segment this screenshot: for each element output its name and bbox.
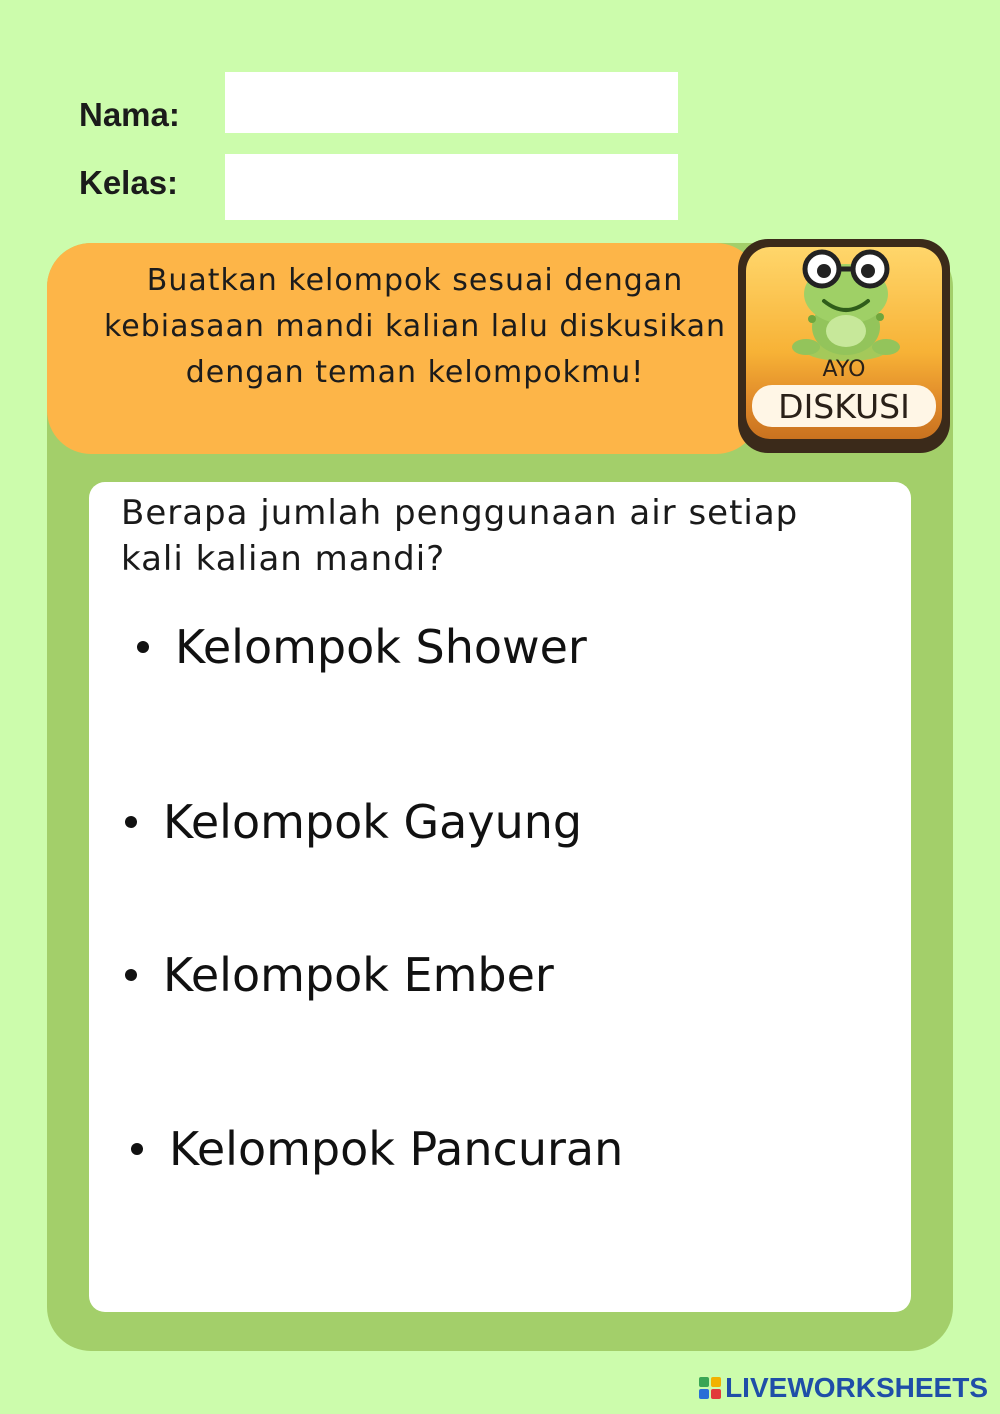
name-input[interactable] (225, 72, 678, 133)
class-label: Kelas: (79, 164, 179, 201)
option-shower[interactable] (137, 620, 587, 674)
logo-square (699, 1377, 709, 1387)
logo-square (699, 1389, 709, 1399)
question-card (89, 482, 911, 1312)
badge-top-text: AYO (822, 357, 866, 382)
question-text: Berapa jumlah penggunaan air setiap kali kalian mandi? (121, 493, 799, 579)
bullet-icon (125, 816, 137, 828)
bullet-icon (125, 969, 137, 981)
logo-square (711, 1377, 721, 1387)
instruction-text: Buatkan kelompok sesuai dengan kebiasaan mandi kalian lalu diskusikan dengan teman kelompokmu! (103, 263, 727, 390)
option-label: Kelompok Shower (175, 620, 587, 674)
ayo-diskusi-badge (738, 239, 950, 453)
logo-square (711, 1389, 721, 1399)
class-input[interactable] (225, 154, 678, 220)
option-ember[interactable] (125, 948, 554, 1002)
liveworksheets-footer[interactable] (699, 1372, 988, 1404)
badge-bottom-text: DISKUSI (778, 387, 910, 426)
liveworksheets-logo-icon (699, 1377, 721, 1399)
bullet-icon (131, 1143, 143, 1155)
option-gayung[interactable] (125, 795, 582, 849)
option-pancuran[interactable] (131, 1122, 623, 1176)
option-label: Kelompok Ember (163, 948, 554, 1002)
name-label: Nama: (79, 96, 180, 133)
option-label: Kelompok Pancuran (169, 1122, 624, 1176)
bullet-icon (137, 641, 149, 653)
option-label: Kelompok Gayung (163, 795, 583, 849)
brand-name: LIVEWORKSHEETS (725, 1372, 988, 1403)
